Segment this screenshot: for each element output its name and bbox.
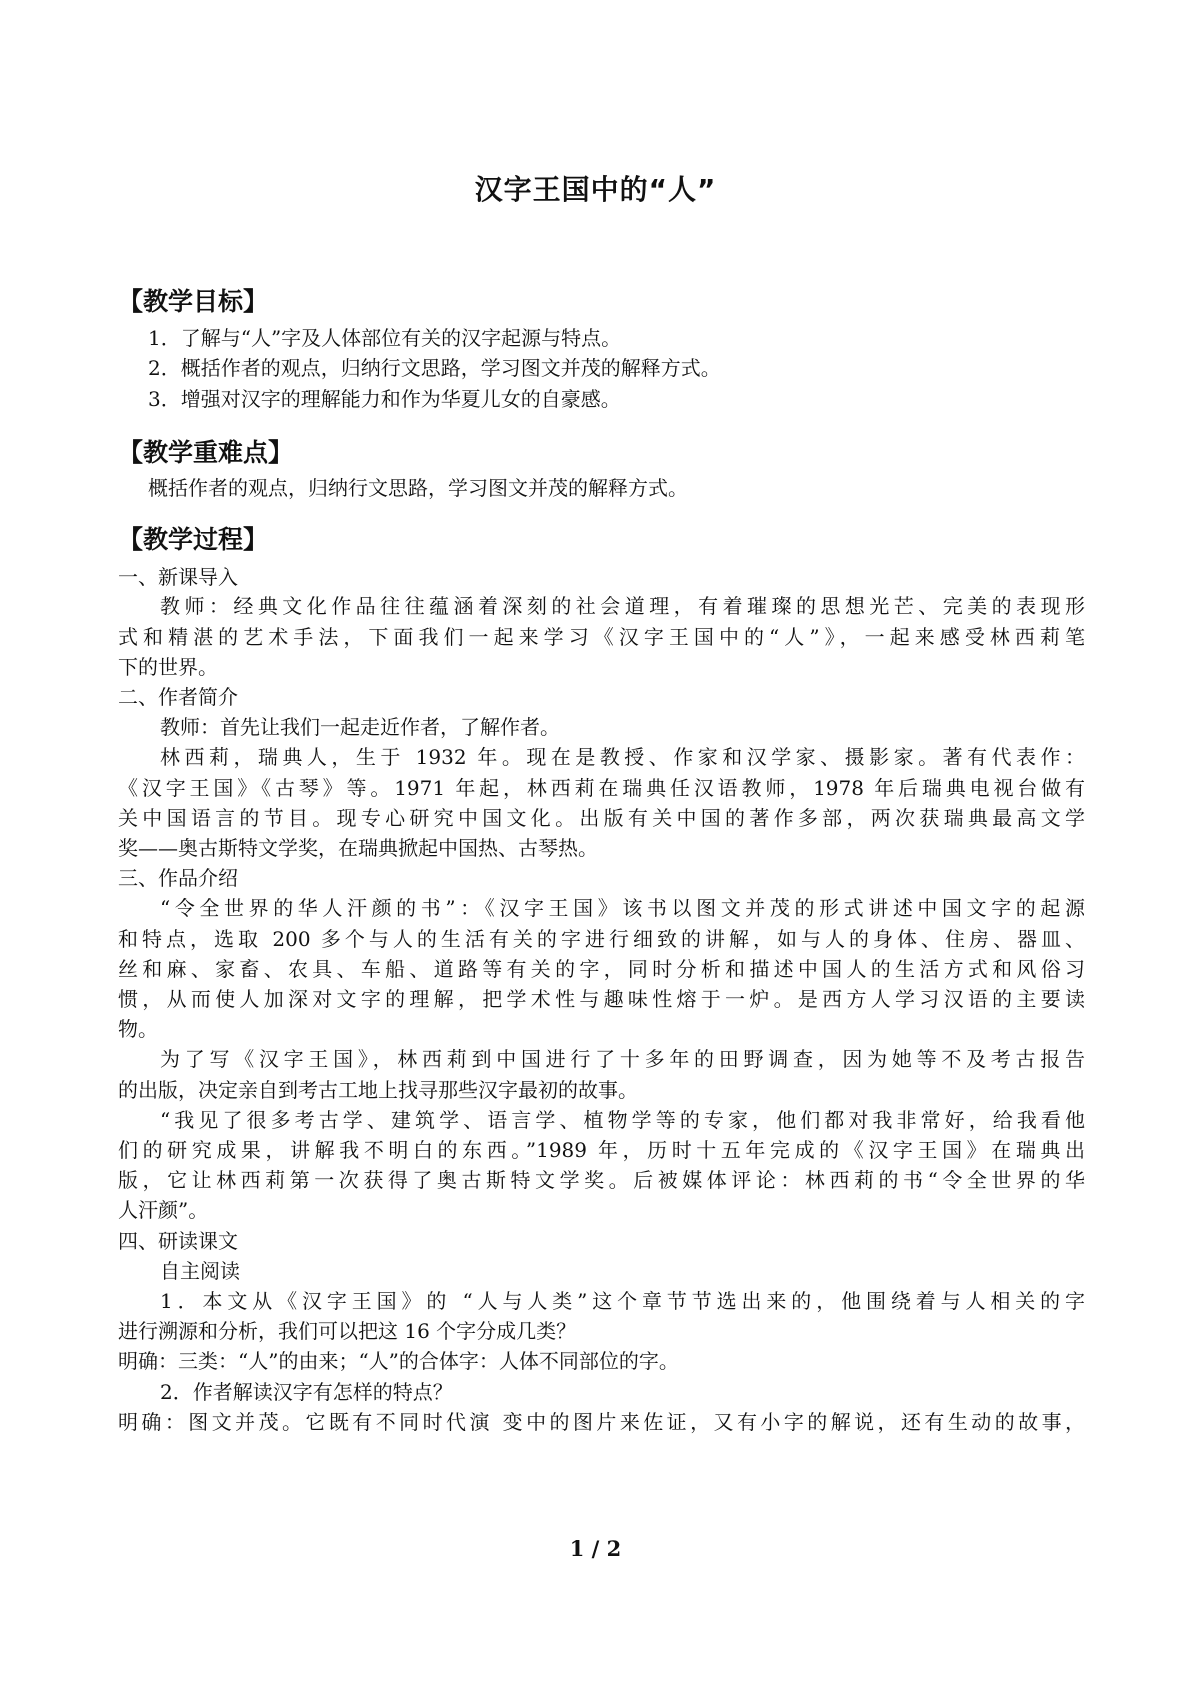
paragraph-line: 《汉字王国》《古琴》等。1971 年起，林西莉在瑞典任汉语教师，1978 年后瑞典电视台做有	[118, 776, 1085, 800]
objective-item: 3．增强对汉字的理解能力和作为华夏儿女的自豪感。	[148, 387, 621, 411]
section-heading: 四、研读课文	[118, 1229, 238, 1253]
paragraph-line: 物。	[118, 1017, 158, 1041]
paragraph-line: 教师：经典文化作品往往蕴涵着深刻的社会道理，有着璀璨的思想光芒、完美的表现形	[160, 594, 1085, 618]
section-heading: 一、新课导入	[118, 565, 238, 589]
section-heading: 三、作品介绍	[118, 866, 238, 890]
paragraph-line: 们的研究成果，讲解我不明白的东西。”1989 年，历时十五年完成的《汉字王国》在瑞典出	[118, 1138, 1085, 1162]
section-heading: 二、作者简介	[118, 685, 238, 709]
paragraph-line: 明确：三类：“人”的由来；“人”的合体字：人体不同部位的字。	[118, 1349, 679, 1373]
paragraph-line: 关中国语言的节目。现专心研究中国文化。出版有关中国的著作多部，两次获瑞典最高文学	[118, 806, 1085, 830]
paragraph-line: 版，它让林西莉第一次获得了奥古斯特文学奖。后被媒体评论：林西莉的书“令全世界的华	[118, 1168, 1085, 1192]
paragraph-line: “令全世界的华人汗颜的书”：《汉字王国》该书以图文并茂的形式讲述中国文字的起源	[160, 896, 1085, 920]
paragraph-line: 林西莉，瑞典人，生于 1932 年。现在是教授、作家和汉学家、摄影家。著有代表作：	[160, 745, 1085, 769]
paragraph-line: 2．作者解读汉字有怎样的特点？	[160, 1380, 453, 1404]
paragraph-line: 为了写《汉字王国》，林西莉到中国进行了十多年的田野调查，因为她等不及考古报告	[160, 1047, 1085, 1071]
paragraph-line: “我见了很多考古学、建筑学、语言学、植物学等的专家，他们都对我非常好，给我看他	[160, 1108, 1085, 1132]
paragraph-line: 人汗颜”。	[118, 1198, 209, 1222]
paragraph-line: 明确：图文并茂。它既有不同时代演 变中的图片来佐证，又有小字的解说，还有生动的故事，	[118, 1410, 1085, 1434]
paragraph-line: 丝和麻、家畜、农具、车船、道路等有关的字，同时分析和描述中国人的生活方式和风俗习	[118, 957, 1085, 981]
paragraph-line: 式和精湛的艺术手法，下面我们一起来学习《汉字王国中的“人”》，一起来感受林西莉笔	[118, 625, 1085, 649]
paragraph-line: 和特点，选取 200 多个与人的生活有关的字进行细致的讲解，如与人的身体、住房、器皿、	[118, 927, 1085, 951]
paragraph-line: 奖——奥古斯特文学奖，在瑞典掀起中国热、古琴热。	[118, 836, 598, 860]
key-points-heading: 【教学重难点】	[118, 438, 294, 467]
objective-item: 1．了解与“人”字及人体部位有关的汉字起源与特点。	[148, 326, 622, 350]
paragraph-line: 教师：首先让我们一起走近作者，了解作者。	[160, 715, 560, 739]
document-title: 汉字王国中的“人”	[474, 173, 717, 206]
process-heading: 【教学过程】	[118, 525, 269, 554]
paragraph-line: 惯，从而使人加深对文字的理解，把学术性与趣味性熔于一炉。是西方人学习汉语的主要读	[118, 987, 1085, 1011]
paragraph-line: 1．本文从《汉字王国》的 “人与人类”这个章节节选出来的，他围绕着与人相关的字	[160, 1289, 1085, 1313]
paragraph-line: 下的世界。	[118, 655, 218, 679]
objectives-heading: 【教学目标】	[118, 287, 269, 316]
paragraph-line: 的出版，决定亲自到考古工地上找寻那些汉字最初的故事。	[118, 1078, 638, 1102]
key-points-text: 概括作者的观点，归纳行文思路，学习图文并茂的解释方式。	[148, 476, 688, 500]
subsection-heading: 自主阅读	[160, 1259, 240, 1283]
page-number: 1 / 2	[569, 1536, 622, 1561]
paragraph-line: 进行溯源和分析，我们可以把这 16 个字分成几类？	[118, 1319, 577, 1343]
objective-item: 2．概括作者的观点，归纳行文思路，学习图文并茂的解释方式。	[148, 356, 721, 380]
